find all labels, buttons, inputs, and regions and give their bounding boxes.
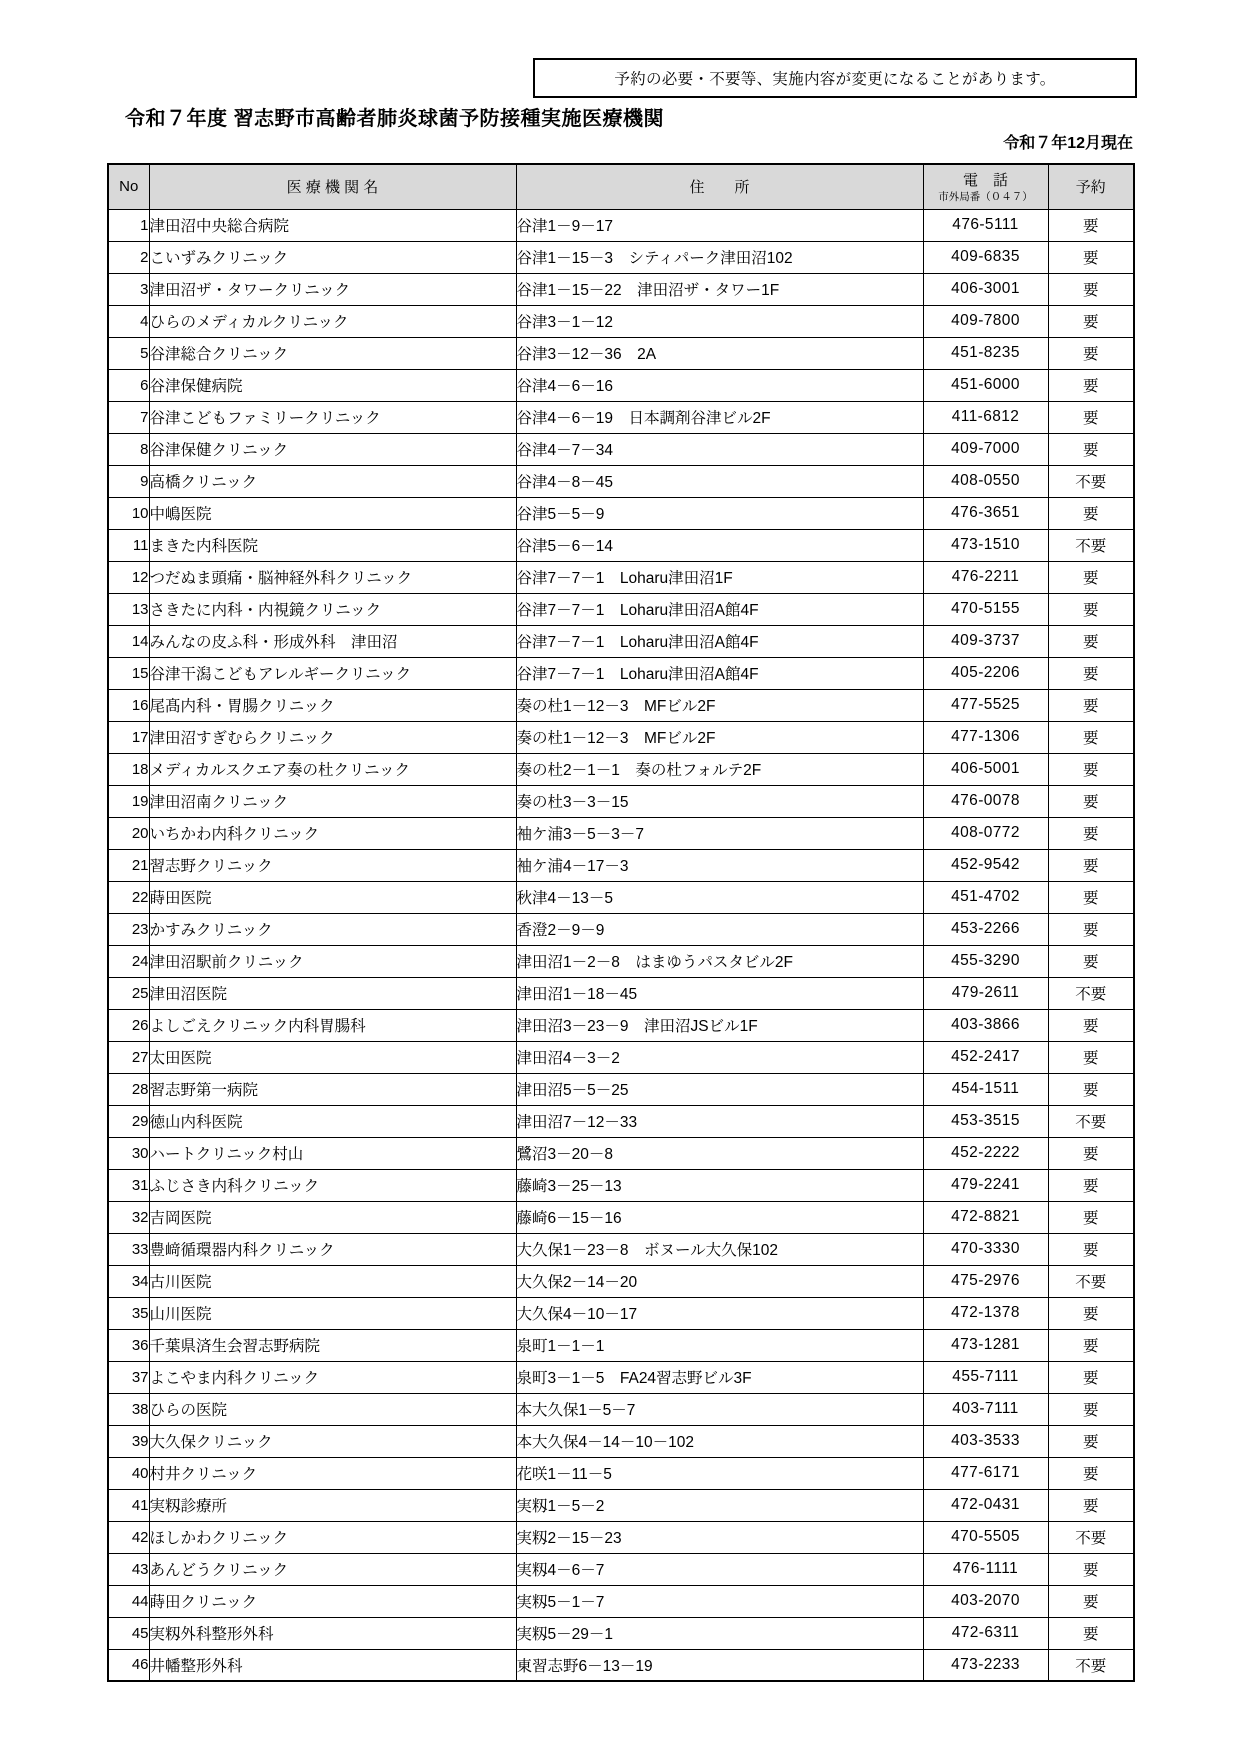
reservation-required: 要 <box>1048 305 1134 337</box>
institution-phone: 475-2976 <box>923 1265 1048 1297</box>
institution-name: 蒔田医院 <box>149 881 516 913</box>
notice-box <box>533 58 1137 98</box>
institution-address: 実籾5－1－7 <box>516 1585 923 1617</box>
institution-phone: 403-7111 <box>923 1393 1048 1425</box>
institution-phone: 470-3330 <box>923 1233 1048 1265</box>
table-row <box>108 1297 1134 1329</box>
institution-phone: 409-7800 <box>923 305 1048 337</box>
table-row <box>108 625 1134 657</box>
table-row <box>108 369 1134 401</box>
institution-address: 本大久保1－5－7 <box>516 1393 923 1425</box>
institution-address: 谷津5－6－14 <box>516 529 923 561</box>
page-title: 令和７年度 習志野市高齢者肺炎球菌予防接種実施医療機関 <box>125 108 665 130</box>
institution-phone: 473-2233 <box>923 1649 1048 1681</box>
reservation-required: 要 <box>1048 369 1134 401</box>
institution-name: 吉岡医院 <box>149 1201 516 1233</box>
institution-address: 谷津7－7－1 Loharu津田沼A館4F <box>516 657 923 689</box>
reservation-required: 要 <box>1048 1617 1134 1649</box>
table-row <box>108 689 1134 721</box>
table-row <box>108 497 1134 529</box>
table-row <box>108 1137 1134 1169</box>
reservation-required: 不要 <box>1048 1265 1134 1297</box>
institution-address: 谷津7－7－1 Loharu津田沼A館4F <box>516 593 923 625</box>
institution-phone: 409-3737 <box>923 625 1048 657</box>
institution-phone: 476-1111 <box>923 1553 1048 1585</box>
institution-address: 津田沼1－2－8 はまゆうパスタビル2F <box>516 945 923 977</box>
institution-phone: 452-9542 <box>923 849 1048 881</box>
row-number: 26 <box>108 1009 149 1041</box>
row-number: 18 <box>108 753 149 785</box>
reservation-required: 要 <box>1048 1137 1134 1169</box>
institution-address: 津田沼1－18－45 <box>516 977 923 1009</box>
table-row <box>108 817 1134 849</box>
row-number: 32 <box>108 1201 149 1233</box>
institution-name: ひらの医院 <box>149 1393 516 1425</box>
institution-name: みんなの皮ふ科・形成外科 津田沼 <box>149 625 516 657</box>
institution-name: ほしかわクリニック <box>149 1521 516 1553</box>
table-row <box>108 529 1134 561</box>
institution-phone: 409-6835 <box>923 241 1048 273</box>
institution-name: 村井クリニック <box>149 1457 516 1489</box>
institution-name: 津田沼南クリニック <box>149 785 516 817</box>
reservation-required: 要 <box>1048 753 1134 785</box>
table-row <box>108 977 1134 1009</box>
reservation-required: 要 <box>1048 689 1134 721</box>
institution-name: あんどうクリニック <box>149 1553 516 1585</box>
institution-name: 津田沼医院 <box>149 977 516 1009</box>
institution-phone: 452-2222 <box>923 1137 1048 1169</box>
row-number: 17 <box>108 721 149 753</box>
reservation-required: 要 <box>1048 209 1134 241</box>
row-number: 13 <box>108 593 149 625</box>
reservation-required: 要 <box>1048 785 1134 817</box>
reservation-required: 要 <box>1048 881 1134 913</box>
row-number: 25 <box>108 977 149 1009</box>
institution-name: ひらのメディカルクリニック <box>149 305 516 337</box>
row-number: 40 <box>108 1457 149 1489</box>
row-number: 21 <box>108 849 149 881</box>
reservation-required: 要 <box>1048 1553 1134 1585</box>
institution-name: メディカルスクエア奏の杜クリニック <box>149 753 516 785</box>
table-row <box>108 1521 1134 1553</box>
reservation-required: 要 <box>1048 1041 1134 1073</box>
reservation-required: 不要 <box>1048 465 1134 497</box>
row-number: 7 <box>108 401 149 433</box>
institution-address: 津田沼4－3－2 <box>516 1041 923 1073</box>
reservation-required: 不要 <box>1048 1521 1134 1553</box>
row-number: 42 <box>108 1521 149 1553</box>
header-row <box>108 164 1134 209</box>
reservation-required: 要 <box>1048 1233 1134 1265</box>
institution-name: 大久保クリニック <box>149 1425 516 1457</box>
reservation-required: 要 <box>1048 1457 1134 1489</box>
col-header-phone-label: 電 話 <box>962 172 1008 190</box>
reservation-required: 要 <box>1048 593 1134 625</box>
institution-name: 習志野クリニック <box>149 849 516 881</box>
institution-address: 奏の杜2－1－1 奏の杜フォルテ2F <box>516 753 923 785</box>
institution-address: 藤崎3－25－13 <box>516 1169 923 1201</box>
row-number: 34 <box>108 1265 149 1297</box>
table-row <box>108 1073 1134 1105</box>
institution-phone: 406-5001 <box>923 753 1048 785</box>
table-row <box>108 241 1134 273</box>
reservation-required: 要 <box>1048 1489 1134 1521</box>
institution-phone: 472-1378 <box>923 1297 1048 1329</box>
institution-phone: 411-6812 <box>923 401 1048 433</box>
reservation-required: 要 <box>1048 273 1134 305</box>
reservation-required: 不要 <box>1048 529 1134 561</box>
institution-address: 谷津4－6－16 <box>516 369 923 401</box>
institution-name: 山川医院 <box>149 1297 516 1329</box>
row-number: 38 <box>108 1393 149 1425</box>
reservation-required: 要 <box>1048 1073 1134 1105</box>
institution-address: 奏の杜3－3－15 <box>516 785 923 817</box>
institution-address: 奏の杜1－12－3 MFビル2F <box>516 689 923 721</box>
row-number: 16 <box>108 689 149 721</box>
institution-address: 実籾2－15－23 <box>516 1521 923 1553</box>
institution-address: 谷津3－12－36 2A <box>516 337 923 369</box>
col-header-phone <box>923 164 1048 209</box>
table-header <box>108 164 1134 209</box>
institution-phone: 477-1306 <box>923 721 1048 753</box>
row-number: 8 <box>108 433 149 465</box>
reservation-required: 要 <box>1048 1585 1134 1617</box>
institution-phone: 406-3001 <box>923 273 1048 305</box>
row-number: 30 <box>108 1137 149 1169</box>
row-number: 28 <box>108 1073 149 1105</box>
reservation-required: 要 <box>1048 849 1134 881</box>
institution-phone: 470-5505 <box>923 1521 1048 1553</box>
table-row <box>108 1329 1134 1361</box>
row-number: 9 <box>108 465 149 497</box>
institution-phone: 476-0078 <box>923 785 1048 817</box>
table-row <box>108 1105 1134 1137</box>
row-number: 5 <box>108 337 149 369</box>
institution-address: 大久保2－14－20 <box>516 1265 923 1297</box>
col-header-institution-name: 医 療 機 関 名 <box>149 164 516 209</box>
institution-address: 藤崎6－15－16 <box>516 1201 923 1233</box>
reservation-required: 要 <box>1048 625 1134 657</box>
row-number: 41 <box>108 1489 149 1521</box>
institution-name: 豊﨑循環器内科クリニック <box>149 1233 516 1265</box>
row-number: 31 <box>108 1169 149 1201</box>
institution-phone: 455-3290 <box>923 945 1048 977</box>
institution-name: 習志野第一病院 <box>149 1073 516 1105</box>
table-row <box>108 753 1134 785</box>
institution-name: よこやま内科クリニック <box>149 1361 516 1393</box>
institution-phone: 455-7111 <box>923 1361 1048 1393</box>
institution-address: 本大久保4－14－10－102 <box>516 1425 923 1457</box>
row-number: 19 <box>108 785 149 817</box>
institution-phone: 479-2241 <box>923 1169 1048 1201</box>
institution-address: 鷺沼3－20－8 <box>516 1137 923 1169</box>
institution-address: 実籾4－6－7 <box>516 1553 923 1585</box>
institution-name: こいずみクリニック <box>149 241 516 273</box>
table-row <box>108 1457 1134 1489</box>
reservation-required: 要 <box>1048 817 1134 849</box>
institution-phone: 451-8235 <box>923 337 1048 369</box>
institution-name: 太田医院 <box>149 1041 516 1073</box>
institution-phone: 405-2206 <box>923 657 1048 689</box>
reservation-required: 要 <box>1048 401 1134 433</box>
reservation-required: 不要 <box>1048 1649 1134 1681</box>
institution-address: 泉町3－1－5 FA24習志野ビル3F <box>516 1361 923 1393</box>
institution-name: 井幡整形外科 <box>149 1649 516 1681</box>
institution-phone: 454-1511 <box>923 1073 1048 1105</box>
row-number: 2 <box>108 241 149 273</box>
institution-name: 谷津干潟こどもアレルギークリニック <box>149 657 516 689</box>
table-row <box>108 1169 1134 1201</box>
reservation-required: 要 <box>1048 945 1134 977</box>
institution-address: 香澄2－9－9 <box>516 913 923 945</box>
notice-text: 予約の必要・不要等、実施内容が変更になることがあります。 <box>614 71 1056 88</box>
institution-phone: 403-3533 <box>923 1425 1048 1457</box>
institution-address: 谷津5－5－9 <box>516 497 923 529</box>
institution-address: 谷津7－7－1 Loharu津田沼1F <box>516 561 923 593</box>
institution-phone: 472-0431 <box>923 1489 1048 1521</box>
institution-address: 谷津4－8－45 <box>516 465 923 497</box>
row-number: 36 <box>108 1329 149 1361</box>
institution-address: 袖ケ浦4－17－3 <box>516 849 923 881</box>
institution-address: 実籾1－5－2 <box>516 1489 923 1521</box>
reservation-required: 要 <box>1048 913 1134 945</box>
institution-address: 泉町1－1－1 <box>516 1329 923 1361</box>
table-row <box>108 209 1134 241</box>
institution-name: 実籾外科整形外科 <box>149 1617 516 1649</box>
institution-phone: 476-3651 <box>923 497 1048 529</box>
institution-name: つだぬま頭痛・脳神経外科クリニック <box>149 561 516 593</box>
table-row <box>108 433 1134 465</box>
medical-institutions-table <box>107 163 1135 1682</box>
table-row <box>108 593 1134 625</box>
institution-phone: 409-7000 <box>923 433 1048 465</box>
institution-phone: 451-4702 <box>923 881 1048 913</box>
table-row <box>108 945 1134 977</box>
institution-name: いちかわ内科クリニック <box>149 817 516 849</box>
row-number: 20 <box>108 817 149 849</box>
reservation-required: 要 <box>1048 561 1134 593</box>
institution-address: 谷津1－15－3 シティパーク津田沼102 <box>516 241 923 273</box>
institution-address: 大久保1－23－8 ボヌール大久保102 <box>516 1233 923 1265</box>
institution-name: 津田沼ザ・タワークリニック <box>149 273 516 305</box>
institution-name: 津田沼駅前クリニック <box>149 945 516 977</box>
row-number: 12 <box>108 561 149 593</box>
institution-address: 秋津4－13－5 <box>516 881 923 913</box>
institution-address: 大久保4－10－17 <box>516 1297 923 1329</box>
table-row <box>108 1009 1134 1041</box>
table-row <box>108 1393 1134 1425</box>
institution-phone: 473-1510 <box>923 529 1048 561</box>
institution-name: まきた内科医院 <box>149 529 516 561</box>
row-number: 37 <box>108 1361 149 1393</box>
row-number: 46 <box>108 1649 149 1681</box>
institution-name: 津田沼すぎむらクリニック <box>149 721 516 753</box>
table-row <box>108 1041 1134 1073</box>
row-number: 15 <box>108 657 149 689</box>
reservation-required: 要 <box>1048 433 1134 465</box>
institution-phone: 476-5111 <box>923 209 1048 241</box>
institution-name: 古川医院 <box>149 1265 516 1297</box>
row-number: 1 <box>108 209 149 241</box>
institution-address: 津田沼5－5－25 <box>516 1073 923 1105</box>
row-number: 22 <box>108 881 149 913</box>
reservation-required: 要 <box>1048 241 1134 273</box>
institution-address: 谷津1－15－22 津田沼ザ・タワー1F <box>516 273 923 305</box>
table-row <box>108 401 1134 433</box>
row-number: 33 <box>108 1233 149 1265</box>
table-row <box>108 1361 1134 1393</box>
institution-address: 谷津4－7－34 <box>516 433 923 465</box>
institution-address: 袖ケ浦3－5－3－7 <box>516 817 923 849</box>
row-number: 27 <box>108 1041 149 1073</box>
institution-name: ハートクリニック村山 <box>149 1137 516 1169</box>
reservation-required: 要 <box>1048 1361 1134 1393</box>
institution-phone: 472-6311 <box>923 1617 1048 1649</box>
table-row <box>108 849 1134 881</box>
institution-address: 谷津3－1－12 <box>516 305 923 337</box>
row-number: 4 <box>108 305 149 337</box>
institution-name: 谷津保健クリニック <box>149 433 516 465</box>
reservation-required: 要 <box>1048 337 1134 369</box>
table-row <box>108 881 1134 913</box>
row-number: 24 <box>108 945 149 977</box>
institution-phone: 477-6171 <box>923 1457 1048 1489</box>
institution-name: 中嶋医院 <box>149 497 516 529</box>
table-row <box>108 1649 1134 1681</box>
reservation-required: 不要 <box>1048 1105 1134 1137</box>
institution-phone: 403-3866 <box>923 1009 1048 1041</box>
reservation-required: 要 <box>1048 1425 1134 1457</box>
table-row <box>108 561 1134 593</box>
table-row <box>108 785 1134 817</box>
institution-phone: 453-2266 <box>923 913 1048 945</box>
reservation-required: 要 <box>1048 497 1134 529</box>
table-row <box>108 1201 1134 1233</box>
table-row <box>108 721 1134 753</box>
institution-phone: 408-0550 <box>923 465 1048 497</box>
table-row <box>108 1425 1134 1457</box>
table-row <box>108 337 1134 369</box>
row-number: 10 <box>108 497 149 529</box>
table-row <box>108 1265 1134 1297</box>
institution-phone: 452-2417 <box>923 1041 1048 1073</box>
table-row <box>108 1617 1134 1649</box>
table-row <box>108 1585 1134 1617</box>
institution-address: 谷津7－7－1 Loharu津田沼A館4F <box>516 625 923 657</box>
medical-table-body <box>108 209 1134 1681</box>
institution-address: 津田沼7－12－33 <box>516 1105 923 1137</box>
institution-address: 谷津1－9－17 <box>516 209 923 241</box>
institution-phone: 477-5525 <box>923 689 1048 721</box>
row-number: 45 <box>108 1617 149 1649</box>
table-row <box>108 913 1134 945</box>
institution-phone: 476-2211 <box>923 561 1048 593</box>
as-of-date: 令和７年12月現在 <box>1003 135 1133 152</box>
row-number: 29 <box>108 1105 149 1137</box>
row-number: 43 <box>108 1553 149 1585</box>
institution-name: よしごえクリニック内科胃腸科 <box>149 1009 516 1041</box>
institution-phone: 479-2611 <box>923 977 1048 1009</box>
reservation-required: 要 <box>1048 1329 1134 1361</box>
table-row <box>108 1553 1134 1585</box>
row-number: 11 <box>108 529 149 561</box>
institution-address: 奏の杜1－12－3 MFビル2F <box>516 721 923 753</box>
reservation-required: 要 <box>1048 657 1134 689</box>
institution-name: 尾髙内科・胃腸クリニック <box>149 689 516 721</box>
institution-name: 高橋クリニック <box>149 465 516 497</box>
row-number: 35 <box>108 1297 149 1329</box>
institution-name: 実籾診療所 <box>149 1489 516 1521</box>
institution-name: さきたに内科・内視鏡クリニック <box>149 593 516 625</box>
row-number: 39 <box>108 1425 149 1457</box>
institution-phone: 408-0772 <box>923 817 1048 849</box>
institution-address: 花咲1－11－5 <box>516 1457 923 1489</box>
table-row <box>108 273 1134 305</box>
reservation-required: 不要 <box>1048 977 1134 1009</box>
row-number: 3 <box>108 273 149 305</box>
reservation-required: 要 <box>1048 1201 1134 1233</box>
reservation-required: 要 <box>1048 1393 1134 1425</box>
institution-address: 谷津4－6－19 日本調剤谷津ビル2F <box>516 401 923 433</box>
institution-name: 津田沼中央総合病院 <box>149 209 516 241</box>
institution-name: 谷津こどもファミリークリニック <box>149 401 516 433</box>
col-header-address: 住 所 <box>516 164 923 209</box>
row-number: 14 <box>108 625 149 657</box>
reservation-required: 要 <box>1048 1169 1134 1201</box>
institution-name: 谷津総合クリニック <box>149 337 516 369</box>
institution-name: 千葉県済生会習志野病院 <box>149 1329 516 1361</box>
institution-name: 谷津保健病院 <box>149 369 516 401</box>
table-row <box>108 305 1134 337</box>
institution-name: かすみクリニック <box>149 913 516 945</box>
institution-name: 徳山内科医院 <box>149 1105 516 1137</box>
reservation-required: 要 <box>1048 1297 1134 1329</box>
row-number: 23 <box>108 913 149 945</box>
institution-phone: 470-5155 <box>923 593 1048 625</box>
table-row <box>108 465 1134 497</box>
table-row <box>108 1489 1134 1521</box>
institution-phone: 472-8821 <box>923 1201 1048 1233</box>
row-number: 44 <box>108 1585 149 1617</box>
institution-name: 蒔田クリニック <box>149 1585 516 1617</box>
row-number: 6 <box>108 369 149 401</box>
institution-name: ふじさき内科クリニック <box>149 1169 516 1201</box>
reservation-required: 要 <box>1048 721 1134 753</box>
institution-address: 津田沼3－23－9 津田沼JSビル1F <box>516 1009 923 1041</box>
institution-address: 実籾5－29－1 <box>516 1617 923 1649</box>
institution-address: 東習志野6－13－19 <box>516 1649 923 1681</box>
table-row <box>108 657 1134 689</box>
col-header-no: No <box>108 164 149 209</box>
institution-phone: 451-6000 <box>923 369 1048 401</box>
col-header-reservation: 予約 <box>1048 164 1134 209</box>
reservation-required: 要 <box>1048 1009 1134 1041</box>
col-header-area-code: 市外局番（０４７） <box>938 191 1033 204</box>
institution-phone: 473-1281 <box>923 1329 1048 1361</box>
institution-phone: 403-2070 <box>923 1585 1048 1617</box>
institution-phone: 453-3515 <box>923 1105 1048 1137</box>
table-row <box>108 1233 1134 1265</box>
